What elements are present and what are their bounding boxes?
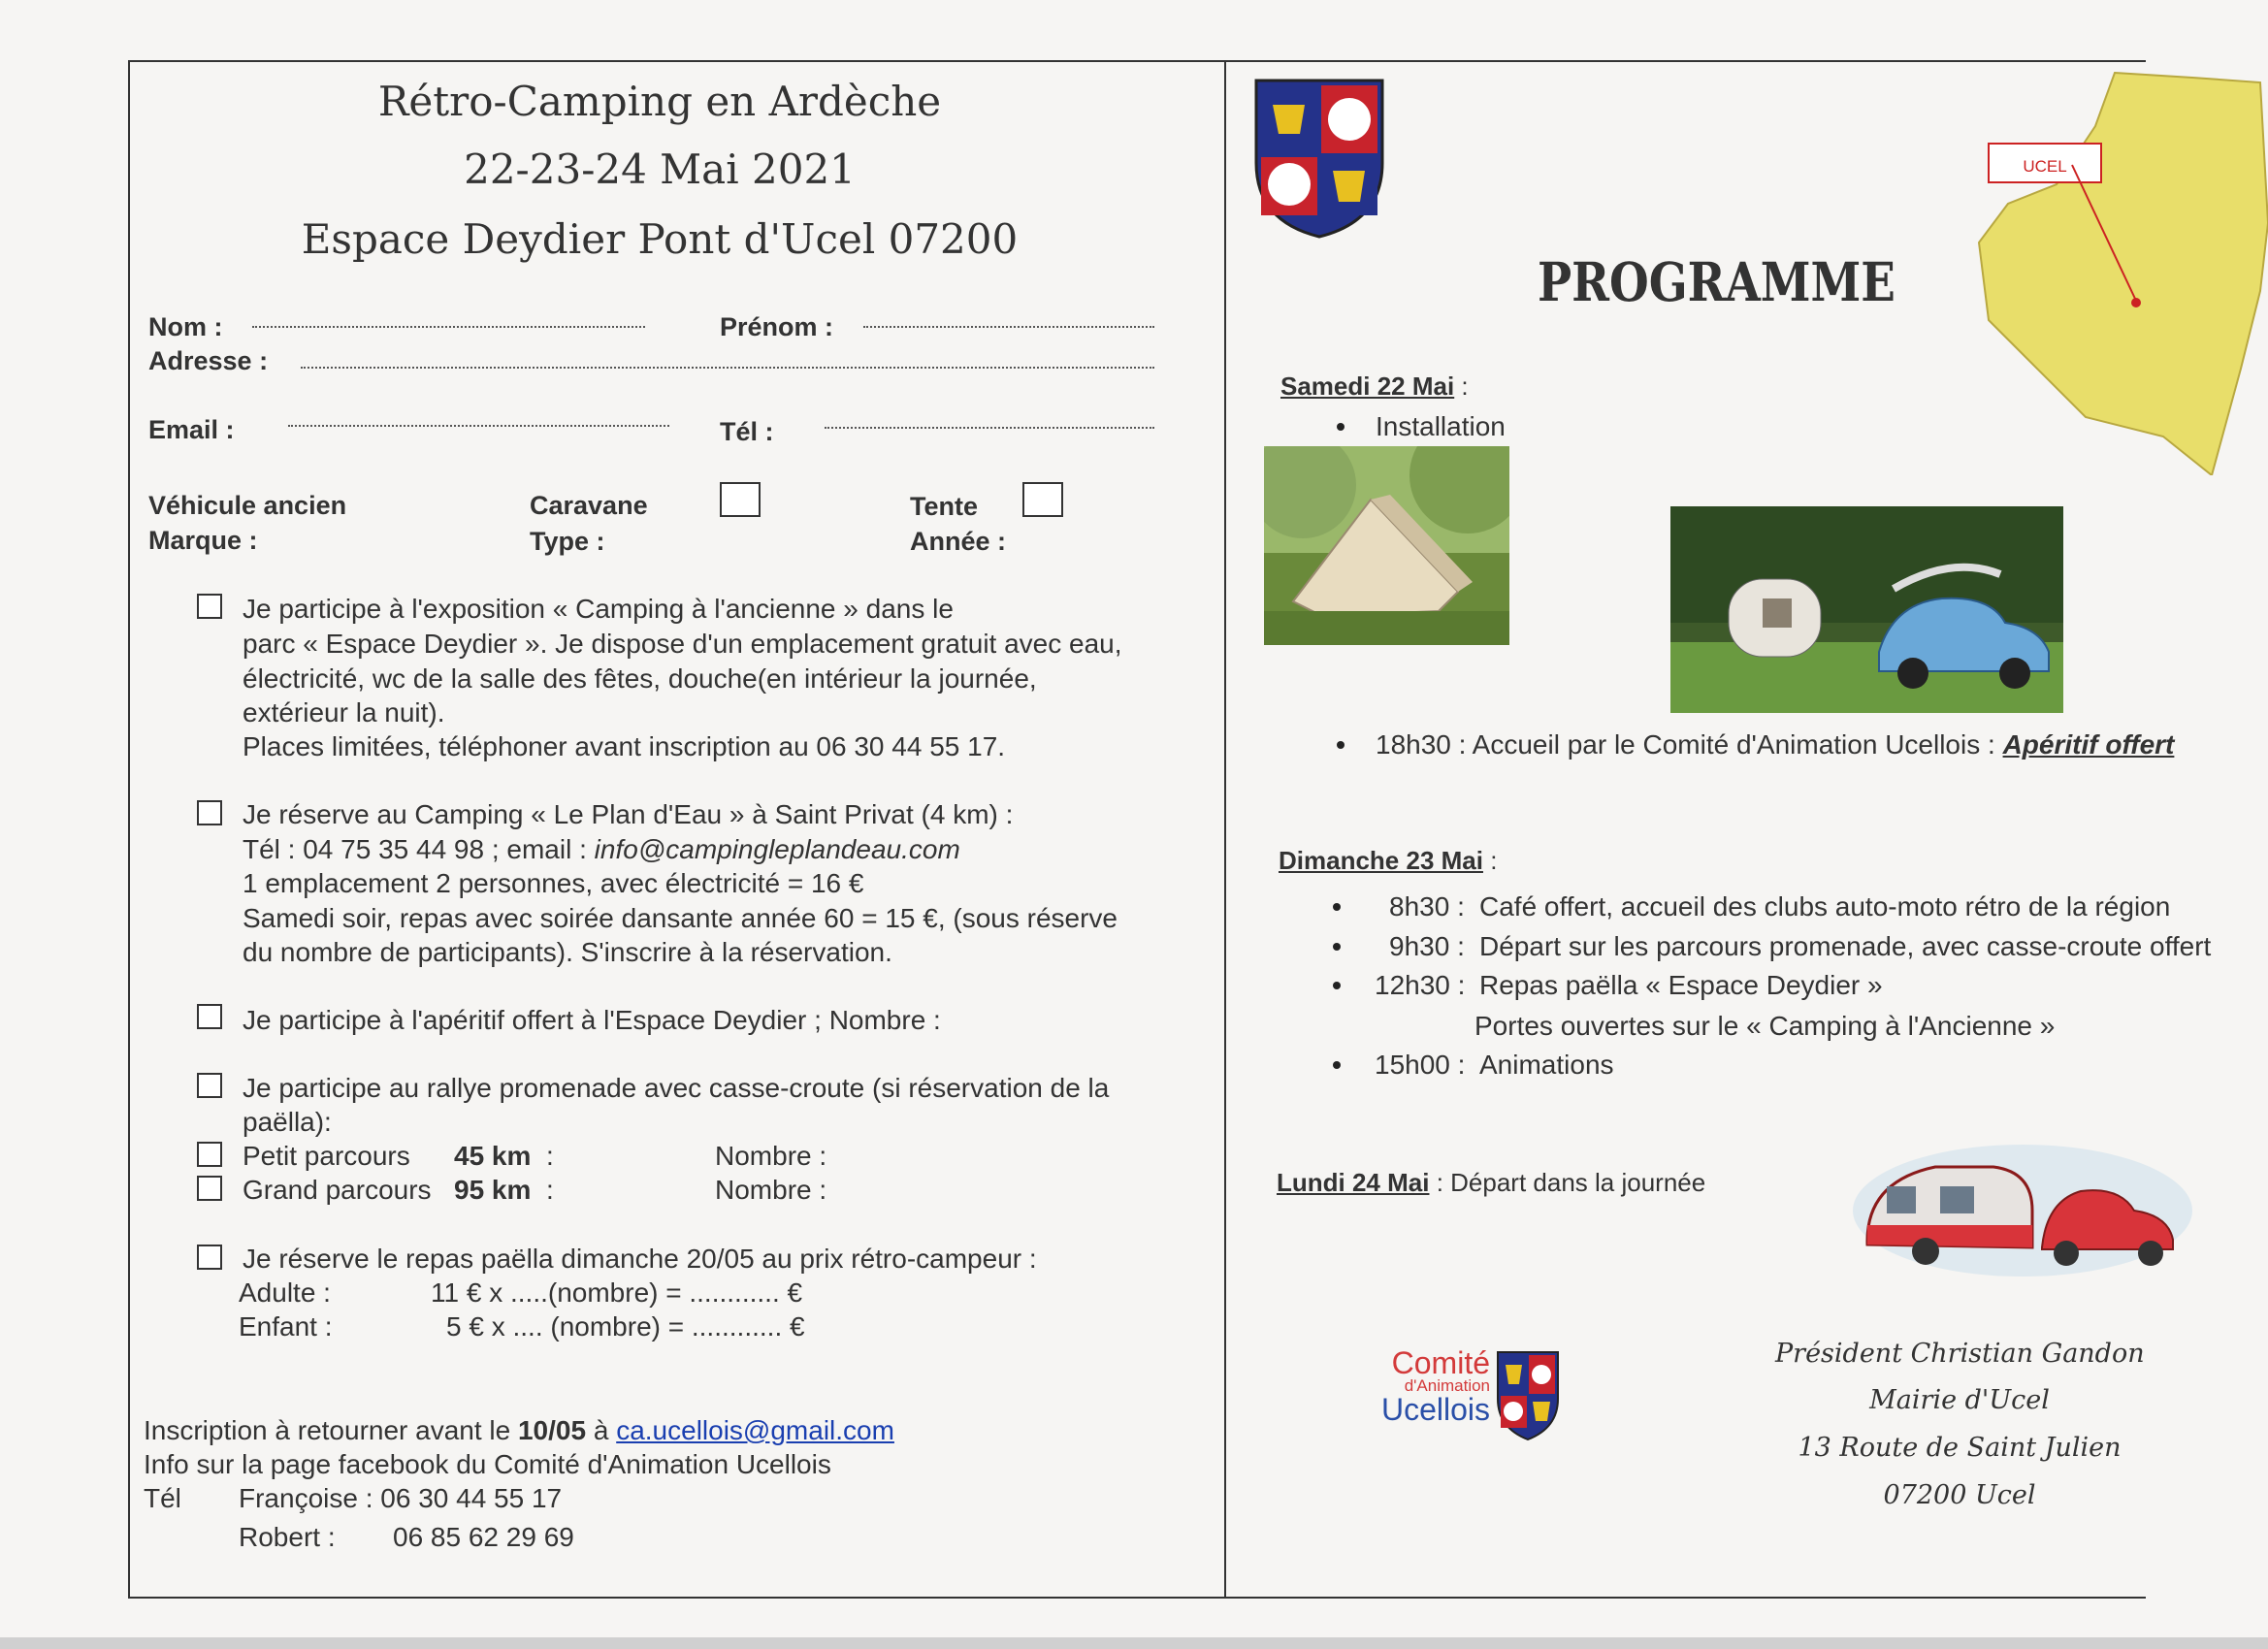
nom-field[interactable]: [252, 326, 645, 328]
option-exposition-line: Je participe à l'exposition « Camping à l'ancienne » dans le: [243, 594, 954, 624]
petit-parcours-nombre: Nombre :: [715, 1141, 827, 1171]
lundi-heading: [1277, 1168, 1705, 1198]
bullet-icon: [1333, 1061, 1341, 1069]
prenom-label: Prénom :: [720, 312, 834, 341]
lundi-day: Lundi 24 Mai: [1277, 1168, 1430, 1197]
inscription-a: à: [586, 1415, 617, 1445]
inscription-date: 10/05: [517, 1415, 587, 1445]
camping-email: info@campingleplandeau.com: [594, 834, 960, 864]
signature-line: Mairie d'Ucel: [1869, 1385, 2050, 1415]
column-divider: [1224, 60, 1226, 1599]
lundi-text: : Départ dans la journée: [1429, 1168, 1706, 1197]
title-line-3: Espace Deydier Pont d'Ucel 07200: [301, 215, 1019, 263]
samedi-heading: [1280, 372, 1469, 402]
option-exposition-line: extérieur la nuit).: [243, 697, 445, 728]
option-paella-line: Je réserve le repas paëlla dimanche 20/05 au prix rétro-campeur :: [243, 1244, 1037, 1274]
option-exposition-line: Places limitées, téléphoner avant inscription au 06 30 44 55 17.: [243, 731, 1006, 761]
facebook-info: Info sur la page facebook du Comité d'Animation Ucellois: [144, 1449, 831, 1479]
dimanche-time: 12h30 :: [1375, 970, 1466, 1000]
option-rallye-checkbox[interactable]: [197, 1073, 222, 1098]
inscription-email-link[interactable]: ca.ucellois@gmail.com: [616, 1415, 894, 1445]
tent-photo: [1264, 446, 1509, 645]
enfant-label: Enfant :: [239, 1311, 333, 1342]
aperitif-offert: Apéritif offert: [2002, 729, 2175, 760]
option-paella-checkbox[interactable]: [197, 1245, 222, 1270]
comite-logo: [1364, 1345, 1490, 1427]
dimanche-activity: Repas paëlla « Espace Deydier »: [1479, 970, 1883, 1000]
logo-comite: Comité: [1391, 1345, 1490, 1380]
tel-footer-label: Tél: [144, 1483, 181, 1513]
option-rallye-line: Je participe au rallye promenade avec casse-croute (si réservation de la: [243, 1073, 1110, 1103]
grand-parcours-km: 95 km: [454, 1175, 532, 1205]
option-aperitif-checkbox[interactable]: [197, 1004, 222, 1029]
bullet-icon: [1333, 982, 1341, 989]
dimanche-activity: Départ sur les parcours promenade, avec casse-croute offert: [1479, 931, 2212, 961]
adresse-field[interactable]: [301, 367, 1154, 369]
samedi-colon: :: [1454, 372, 1469, 401]
robert-label: Robert :: [239, 1522, 336, 1552]
signature-line: Président Christian Gandon: [1775, 1339, 2145, 1369]
type-label: Type :: [530, 527, 605, 556]
tel-label: Tél :: [720, 417, 774, 446]
tel-field[interactable]: [825, 427, 1154, 429]
ucel-crest-icon: [1251, 76, 1387, 241]
ardeche-map-icon: [1969, 68, 2268, 475]
nom-label: Nom :: [148, 312, 223, 341]
email-label: Email :: [148, 415, 235, 444]
logo-crest-icon: [1496, 1350, 1560, 1441]
marque-label: Marque :: [148, 526, 258, 555]
signature-line: 13 Route de Saint Julien: [1798, 1433, 2122, 1463]
option-exposition-line: parc « Espace Deydier ». Je dispose d'un emplacement gratuit avec eau,: [243, 629, 1122, 659]
map-ucel-label: UCEL: [2023, 157, 2067, 176]
caravan-clipart-icon: [1848, 1133, 2192, 1278]
robert-phone: 06 85 62 29 69: [393, 1522, 574, 1552]
inscription-prefix: Inscription à retourner avant le: [144, 1415, 518, 1445]
francoise-phone: Françoise : 06 30 44 55 17: [239, 1483, 563, 1513]
adulte-calc: 11 € x .....(nombre) = ............ €: [431, 1277, 803, 1308]
grand-parcours-colon: :: [546, 1175, 554, 1205]
title-line-2: 22-23-24 Mai 2021: [464, 146, 856, 193]
option-camping-line: du nombre de participants). S'inscrire à la réservation.: [243, 937, 892, 967]
option-camping-contact: [243, 832, 960, 866]
option-camping-line: 1 emplacement 2 personnes, avec électricité = 16 €: [243, 868, 864, 898]
title-line-1: Rétro-Camping en Ardèche: [377, 78, 942, 125]
dimanche-activity-line2: Portes ouvertes sur le « Camping à l'Ancienne »: [1474, 1011, 2056, 1041]
programme-title: PROGRAMME: [1538, 250, 1895, 313]
option-camping-line: Je réserve au Camping « Le Plan d'Eau » à Saint Privat (4 km) :: [243, 799, 1014, 829]
bullet-icon: [1337, 741, 1345, 749]
vehicule-label: Véhicule ancien: [148, 491, 347, 520]
bullet-icon: [1333, 943, 1341, 951]
accueil-text: 18h30 : Accueil par le Comité d'Animation Ucellois :: [1376, 729, 2003, 760]
petit-parcours-km: 45 km: [454, 1141, 532, 1171]
samedi-day: Samedi 22 Mai: [1280, 372, 1455, 401]
dimanche-activity: Animations: [1479, 1050, 1614, 1080]
bullet-icon: [1337, 423, 1345, 431]
grand-parcours-label: Grand parcours: [243, 1175, 432, 1205]
option-exposition-checkbox[interactable]: [197, 594, 222, 619]
option-aperitif-text: Je participe à l'apéritif offert à l'Espace Deydier ; Nombre :: [243, 1005, 941, 1035]
caravane-label: Caravane: [530, 491, 648, 520]
dimanche-time: 8h30 :: [1389, 891, 1465, 922]
dimanche-time: 9h30 :: [1389, 931, 1465, 961]
scan-edge: [0, 1637, 2268, 1649]
signature-line: 07200 Ucel: [1883, 1480, 2036, 1510]
dimanche-time: 15h00 :: [1375, 1050, 1466, 1080]
enfant-calc: 5 € x .... (nombre) = ............ €: [446, 1311, 805, 1342]
adulte-label: Adulte :: [239, 1277, 331, 1308]
adresse-label: Adresse :: [148, 346, 269, 375]
prenom-field[interactable]: [863, 326, 1154, 328]
logo-ucellois: Ucellois: [1380, 1392, 1490, 1427]
petit-parcours-colon: :: [546, 1141, 554, 1171]
option-rallye-line: paëlla):: [243, 1107, 332, 1137]
grand-parcours-checkbox[interactable]: [197, 1176, 222, 1201]
dimanche-day: Dimanche 23 Mai: [1279, 846, 1483, 875]
option-camping-line: Samedi soir, repas avec soirée dansante année 60 = 15 €, (sous réserve: [243, 903, 1118, 933]
dimanche-colon: :: [1482, 846, 1498, 875]
caravan-car-photo: [1670, 506, 2063, 713]
bullet-icon: [1333, 903, 1341, 911]
petit-parcours-label: Petit parcours: [243, 1141, 410, 1171]
inscription-line: [144, 1413, 894, 1447]
tente-label: Tente: [910, 492, 979, 521]
dimanche-heading: [1279, 846, 1497, 876]
samedi-installation: Installation: [1376, 411, 1506, 441]
grand-parcours-nombre: Nombre :: [715, 1175, 827, 1205]
samedi-accueil: [1376, 728, 2174, 761]
option-exposition-line: électricité, wc de la salle des fêtes, douche(en intérieur la journée,: [243, 663, 1037, 694]
option-camping-checkbox[interactable]: [197, 800, 222, 825]
caravane-checkbox[interactable]: [720, 482, 761, 517]
tente-checkbox[interactable]: [1022, 482, 1063, 517]
logo-animation: d'Animation: [1404, 1376, 1490, 1395]
email-field[interactable]: [288, 425, 669, 427]
petit-parcours-checkbox[interactable]: [197, 1142, 222, 1167]
dimanche-activity: Café offert, accueil des clubs auto-moto rétro de la région: [1479, 891, 2171, 922]
annee-label: Année :: [910, 527, 1007, 556]
camping-tel: Tél : 04 75 35 44 98 ; email :: [243, 834, 595, 864]
